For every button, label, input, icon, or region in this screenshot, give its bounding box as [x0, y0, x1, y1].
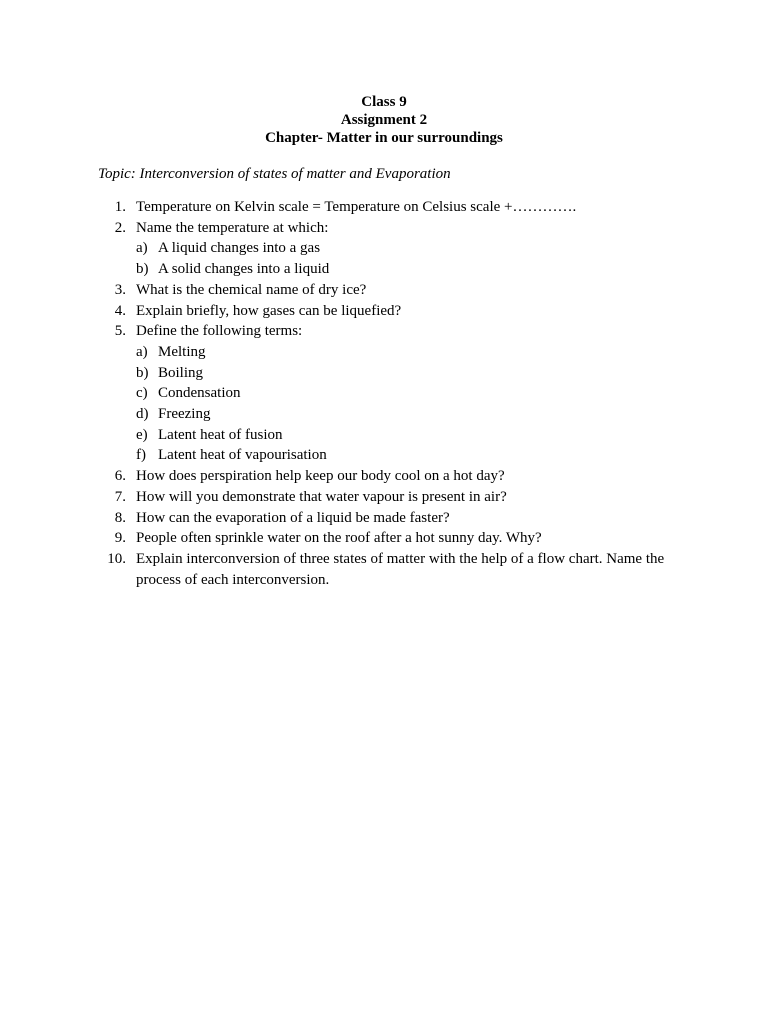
question-9 [0, 528, 676, 549]
question-number: 4. [114, 302, 126, 319]
question-6 [0, 466, 676, 487]
question-number: 7. [114, 488, 126, 505]
question-number: 1. [114, 199, 126, 215]
question-10 [0, 549, 676, 590]
question-text: Explain briefly, how gases can be liquefied? [136, 302, 402, 319]
sub-item-5c [0, 383, 658, 404]
question-number: 9. [114, 530, 126, 547]
sub-item-5f [0, 445, 658, 466]
question-5 [0, 321, 676, 342]
question-2 [0, 218, 676, 239]
question-text: Explain interconversion of three states of matter with the help of a flow chart. Name the process of each interconversion. [136, 550, 665, 588]
question-text: Define the following terms: [136, 323, 303, 340]
question-text: How does perspiration help keep our body cool on a hot day? [136, 468, 505, 485]
sub-item-text: Melting [158, 343, 206, 360]
document-header [0, 93, 768, 147]
sub-item-text: Condensation [158, 385, 241, 402]
sub-item-5d [0, 404, 658, 425]
question-text: What is the chemical name of dry ice? [136, 281, 367, 298]
sub-item-text: Freezing [158, 406, 211, 423]
chapter-title: Chapter- Matter in our surroundings [265, 130, 503, 146]
sub-item-letter: a) [136, 343, 148, 360]
class-title: Class 9 [361, 94, 407, 110]
question-number: 2. [114, 219, 126, 236]
sub-item-text: Latent heat of vapourisation [158, 447, 327, 464]
sub-item-text: A liquid changes into a gas [158, 240, 321, 257]
sub-item-text: A solid changes into a liquid [158, 261, 330, 278]
sub-item-letter: e) [136, 426, 148, 443]
sub-item-letter: f) [136, 447, 146, 464]
question-number: 6. [114, 468, 126, 485]
sub-item-letter: b) [136, 364, 149, 381]
question-3 [0, 280, 676, 301]
question-text: Name the temperature at which: [136, 219, 329, 236]
sub-item-letter: c) [136, 385, 148, 402]
sub-item-5b [0, 363, 658, 384]
sub-item-letter: d) [136, 406, 149, 423]
question-1 [0, 197, 676, 218]
sub-item-letter: a) [136, 240, 148, 257]
question-text: Temperature on Kelvin scale = Temperature on Celsius scale +…………. [136, 199, 577, 215]
question-4 [0, 301, 676, 322]
sub-item-5a [0, 342, 658, 363]
question-text: How will you demonstrate that water vapour is present in air? [136, 488, 507, 505]
question-list [0, 197, 768, 590]
topic-line: Topic: Interconversion of states of matter and Evaporation [98, 166, 451, 182]
question-number: 5. [114, 323, 126, 340]
sub-item-5e [0, 425, 658, 446]
question-number: 3. [114, 281, 126, 298]
sub-item-letter: b) [136, 261, 149, 278]
assignment-title: Assignment 2 [340, 112, 428, 128]
sub-item-text: Boiling [158, 364, 204, 381]
question-text: How can the evaporation of a liquid be made faster? [136, 509, 450, 526]
question-number: 8. [114, 509, 126, 526]
question-7 [0, 487, 676, 508]
sub-item-text: Latent heat of fusion [158, 426, 283, 443]
sub-item-2a [0, 238, 658, 259]
question-8 [0, 508, 676, 529]
question-text: People often sprinkle water on the roof after a hot sunny day. Why? [136, 530, 542, 547]
question-number: 10. [107, 550, 126, 567]
sub-item-2b [0, 259, 658, 280]
